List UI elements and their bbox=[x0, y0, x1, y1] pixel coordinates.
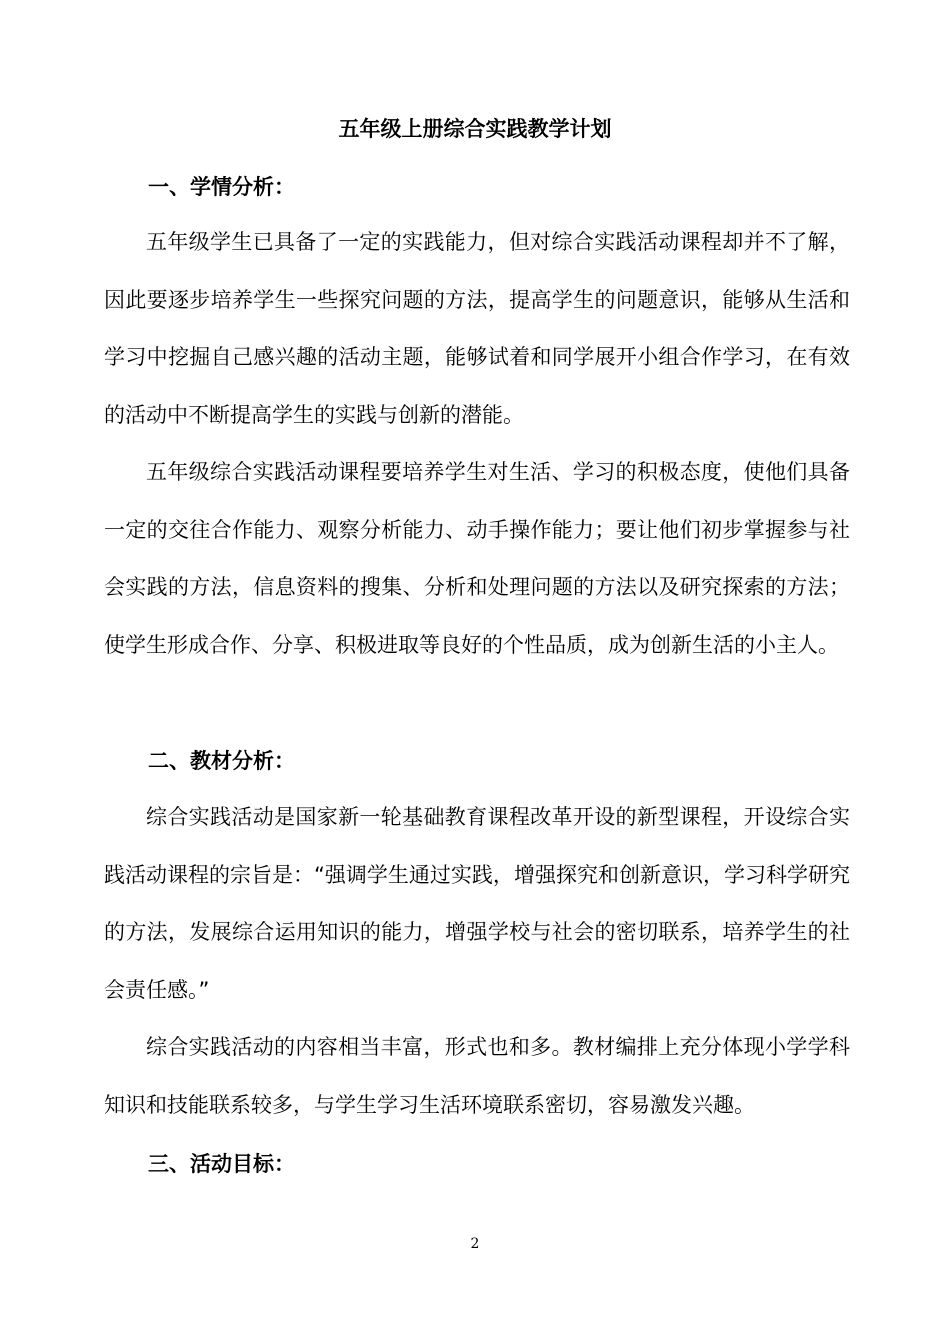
paragraph-learning-analysis-1: 五年级学生已具备了一定的实践能力，但对综合实践活动课程却并不了解，因此要逐步培养学生一些探究问题的方法，提高学生的问题意识，能够从生活和学习中挖掘自己感兴趣的活动主题，能够试着和同学展开小组合作学习，在有效的活动中不断提高学生的实践与创新的潜能。 bbox=[104, 230, 850, 427]
section-heading-material-analysis: 二、教材分析： bbox=[148, 749, 295, 773]
section-heading-activity-goals: 三、活动目标： bbox=[148, 1152, 295, 1176]
paragraph-material-analysis-2: 综合实践活动的内容相当丰富，形式也和多。教材编排上充分体现小学学科知识和技能联系较多，与学生学习生活环境联系密切，容易激发兴趣。 bbox=[104, 1035, 850, 1117]
page-number: 2 bbox=[470, 1236, 480, 1252]
paragraph-material-analysis-1: 综合实践活动是国家新一轮基础教育课程改革开设的新型课程，开设综合实践活动课程的宗旨是：“强调学生通过实践，增强探究和创新意识，学习科学研究的方法，发展综合运用知识的能力，增强学校与社会的密切联系，培养学生的社会责任感。” bbox=[104, 805, 850, 1002]
paragraph-learning-analysis-2: 五年级综合实践活动课程要培养学生对生活、学习的积极态度，使他们具备一定的交往合作能力、观察分析能力、动手操作能力；要让他们初步掌握参与社会实践的方法，信息资料的搜集、分析和处理问题的方法以及研究探索的方法；使学生形成合作、分享、积极进取等良好的个性品质，成为创新生活的小主人。 bbox=[104, 460, 850, 657]
section-heading-learning-analysis: 一、学情分析： bbox=[148, 175, 295, 199]
document-title: 五年级上册综合实践教学计划 bbox=[338, 117, 612, 141]
